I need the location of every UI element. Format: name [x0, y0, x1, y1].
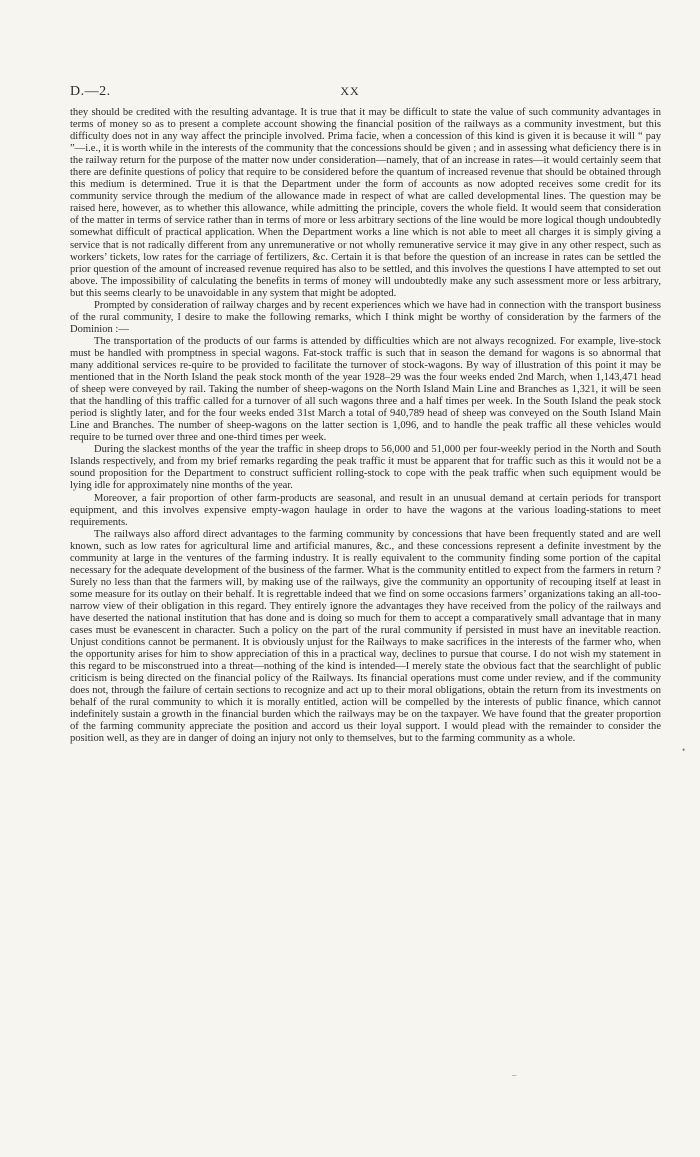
- footer-mark: –: [512, 1070, 517, 1080]
- document-reference: D.—2.: [70, 84, 111, 99]
- paragraph: they should be credited with the resulting advantage. It is true that it may be difficult to state the value of such community advantages in terms of money so as to present a complete account showing the financial position of the railways as a community investment, but this difficulty does not in any way affect the principle involved. Prima facie, when a concession of this kind is given it is because it will “ pay ”—i.e., it is worth while in the interests of the community that the concessions should be given ; and in assessing what deficiency there is in the railway return for the purpose of the matter now under consideration—namely, that of an increase in rates—it would certainly seem that there are definite questions of policy that require to be considered before the quantum of increased revenue that should be obtained through this medium is determined. True it is that the Department under the form of accounts as now adopted receives some credit for its community service through the medium of the allowance made in respect of what are called developmental lines. The question may be raised here, however, as to whether this allowance, while admitting the principle, covers the whole field. It would seem that consideration of the matter in terms of service rather than in terms of more or less arbitrary sections of the line would be more logical though undoubtedly somewhat difficult of practical application. When the Department works a line which is not able to meet all charges it is simply giving a service that is not radically different from any unremunerative or not wholly remunerative service it may give in any other respect, such as workers’ tickets, low rates for the carriage of fertilizers, &c. Certain it is that before the question of an increase in rates can be settled the prior question of the amount of increased revenue required has also to be settled, and this involves the questions I have attempted to set out above. The impossibility of calculating the benefits in terms of money will undoubtedly make any such assessment more or less arbitrary, but this seems clearly to be unavoidable in any system that might be adopted.: [70, 107, 661, 299]
- body-text: [70, 107, 661, 745]
- page-number: XX: [340, 84, 360, 98]
- paragraph: Moreover, a fair proportion of other farm-products are seasonal, and result in an unusual demand at certain periods for transport equipment, and this involves expensive empty-wagon haulage in order to have the wagons at the various loading-stations to meet requirements.: [70, 492, 661, 528]
- page-header: [70, 84, 630, 104]
- paragraph: During the slackest months of the year the traffic in sheep drops to 56,000 and 51,000 per four-weekly period in the North and South Islands respectively, and from my brief remarks regarding the peak traffic it must be apparent that for traffic such as this it would not be a sound proposition for the Department to construct sufficient rolling-stock to cope with the peak traffic when such equipment would be lying idle for approximately nine months of the year.: [70, 444, 661, 492]
- paragraph: Prompted by consideration of railway charges and by recent experiences which we have had in connection with the transport business of the rural community, I desire to make the following remarks, which I think might be worthy of consideration by the farmers of the Dominion :—: [70, 299, 661, 335]
- margin-mark: •: [682, 745, 686, 755]
- paragraph: The railways also afford direct advantages to the farming community by concessions that have been frequently stated and are well known, such as low rates for agricultural lime and artificial manures, &c., and these concessions represent a definite investment by the community at large in the ventures of the farming industry. It is really equivalent to the community finding some portion of the capital necessary for the adequate development of the business of the farmer. What is the community entitled to expect from the farmers in return ? Surely no less than that the farmers will, by making use of the railways, give the community an opportunity of recouping itself at least in some measure for its outlay on their behalf. It is regrettable indeed that we find on some occasions farmers’ organizations taking an all-too-narrow view of their obligation in this regard. They entirely ignore the advantages they have received from the policy of the railways and have deserted the national institution that has done and is doing so much for them to accept a comparatively small advantage that in many cases must be evanescent in character. Such a policy on the part of the rural community if persisted in must have an inevitable reaction. Unjust conditions cannot be permanent. It is obviously unjust for the Railways to make sacrifices in the interests of the farmer who, when the opportunity arises for him to show appreciation of this in a practical way, declines to pursue that course. I do not wish my statement in this regard to be misconstrued into a threat—nothing of the kind is intended—I merely state the obvious fact that the searchlight of public criticism is being directed on the financial policy of the Railways. Its financial operations must come under review, and if the community does not, through the failure of certain sections to recognize and act up to their moral obligations, obtain the return from its investments on behalf of the rural community to which it is morally entitled, action will be compelled by the interests of public finance, which cannot indefinitely sustain a growth in the financial burden which the railways may be on the taxpayer. We have found that the greater proportion of the farming community appreciate the position and accord us their loyal support. I would plead with the remainder to consider the position well, as they are in danger of doing an injury not only to themselves, but to the farming community as a whole.: [70, 528, 661, 745]
- paragraph: The transportation of the products of our farms is attended by difficulties which are not always recognized. For example, live-stock must be handled with promptness in special wagons. Fat-stock traffic is such that in season the demand for wagons is so abnormal that many additional services re-quire to be provided to facilitate the turnover of stock-wagons. By way of illustration of this point it may be mentioned that in the North Island the peak stock month of the year 1928–29 was the four weeks ended 2nd March, when 1,143,471 head of sheep were conveyed by rail. Taking the number of sheep-wagons on the North Island Main Line and Branches as 1,321, it will be seen that the handling of this traffic called for a turnover of all such wagons three and a half times per week. In the South Island the peak stock period is slightly later, and for the four weeks ended 31st March a total of 940,789 head of sheep was conveyed on the South Island Main Line and Branches. The number of sheep-wagons on the latter section is 1,096, and to handle the peak traffic all these vehicles would require to be turned over three and one-third times per week.: [70, 335, 661, 444]
